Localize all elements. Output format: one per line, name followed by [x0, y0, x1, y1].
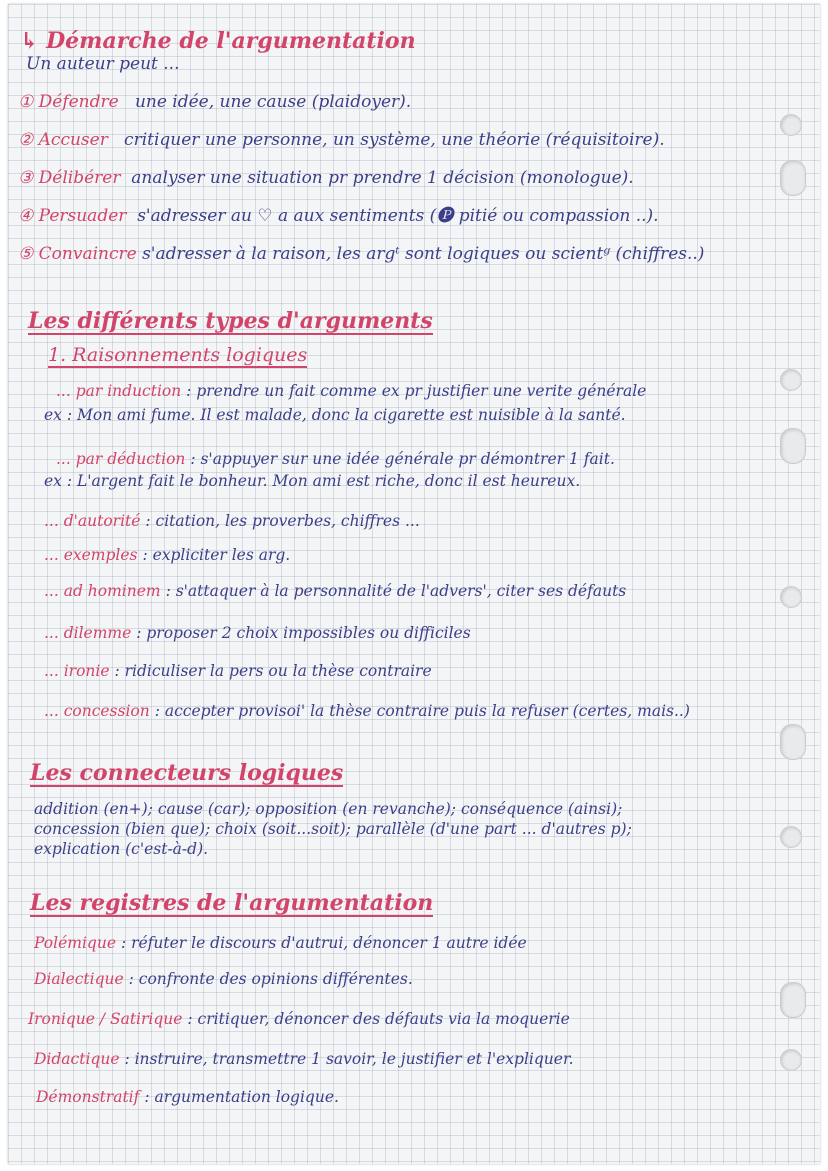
- subheading-raisonnements: 1. Raisonnements logiques: [48, 344, 308, 366]
- register-item: Dialectique : confronte des opinions différentes.: [34, 970, 413, 988]
- binder-hole: [780, 369, 802, 391]
- example-deduction: ex : L'argent fait le bonheur. Mon ami est riche, donc il est heureux.: [44, 472, 581, 490]
- connectors-line: concession (bien que); choix (soit...soit); parallèle (d'une part ... d'autres p);: [34, 820, 632, 838]
- argument-type: ... ad hominem : s'attaquer à la personnalité de l'advers', citer ses défauts: [44, 582, 627, 600]
- argument-deduction: ... par déduction : s'appuyer sur une idée générale pr démontrer 1 fait.: [56, 450, 615, 468]
- binder-hole: [780, 428, 806, 464]
- binder-hole: [780, 114, 802, 136]
- example-induction: ex : Mon ami fume. Il est malade, donc la cigarette est nuisible à la santé.: [44, 406, 626, 424]
- list-item: ⑤ Convaincre s'adresser à la raison, les argᵗ sont logiques ou scientᵍ (chiffres..): [18, 244, 705, 264]
- register-item: Ironique / Satirique : critiquer, dénoncer des défauts via la moquerie: [28, 1010, 570, 1028]
- section-heading-demarche: ↳ Démarche de l'argumentation: [20, 28, 416, 54]
- argument-type: ... exemples : expliciter les arg.: [44, 546, 291, 564]
- argument-induction: ... par induction : prendre un fait comme ex pr justifier une verite générale: [56, 382, 647, 400]
- register-item: Polémique : réfuter le discours d'autrui, dénoncer 1 autre idée: [34, 934, 527, 952]
- section-heading-connecteurs: Les connecteurs logiques: [30, 760, 344, 786]
- register-item: Démonstratif : argumentation logique.: [36, 1088, 339, 1106]
- intro-subline: Un auteur peut ...: [26, 54, 180, 74]
- argument-type: ... ironie : ridiculiser la pers ou la thèse contraire: [44, 662, 432, 680]
- list-item: ② Accuser critiquer une personne, un système, une théorie (réquisitoire).: [18, 130, 665, 150]
- argument-type: ... concession : accepter provisoi' la thèse contraire puis la refuser (certes, mais..): [44, 702, 690, 720]
- section-heading-registres: Les registres de l'argumentation: [30, 890, 434, 916]
- connectors-line: addition (en+); cause (car); opposition (en revanche); conséquence (ainsi);: [34, 800, 623, 818]
- binder-hole: [780, 586, 802, 608]
- notebook-page: [8, 4, 820, 1164]
- binder-hole: [780, 1049, 802, 1071]
- binder-hole: [780, 160, 806, 196]
- list-item: ④ Persuader s'adresser au ♡ a aux sentiments (🅟 pitié ou compassion ..).: [18, 206, 659, 226]
- binder-hole: [780, 724, 806, 760]
- section-heading-types: Les différents types d'arguments: [28, 308, 433, 334]
- register-item: Didactique : instruire, transmettre 1 savoir, le justifier et l'expliquer.: [34, 1050, 574, 1068]
- list-item: ① Défendre une idée, une cause (plaidoyer).: [18, 92, 412, 112]
- argument-type: ... dilemme : proposer 2 choix impossibles ou difficiles: [44, 624, 471, 642]
- binder-hole: [780, 826, 802, 848]
- list-item: ③ Délibérer analyser une situation pr prendre 1 décision (monologue).: [18, 168, 634, 188]
- argument-type: ... d'autorité : citation, les proverbes, chiffres ...: [44, 512, 420, 530]
- binder-hole: [780, 982, 806, 1018]
- connectors-line: explication (c'est-à-d).: [34, 840, 209, 858]
